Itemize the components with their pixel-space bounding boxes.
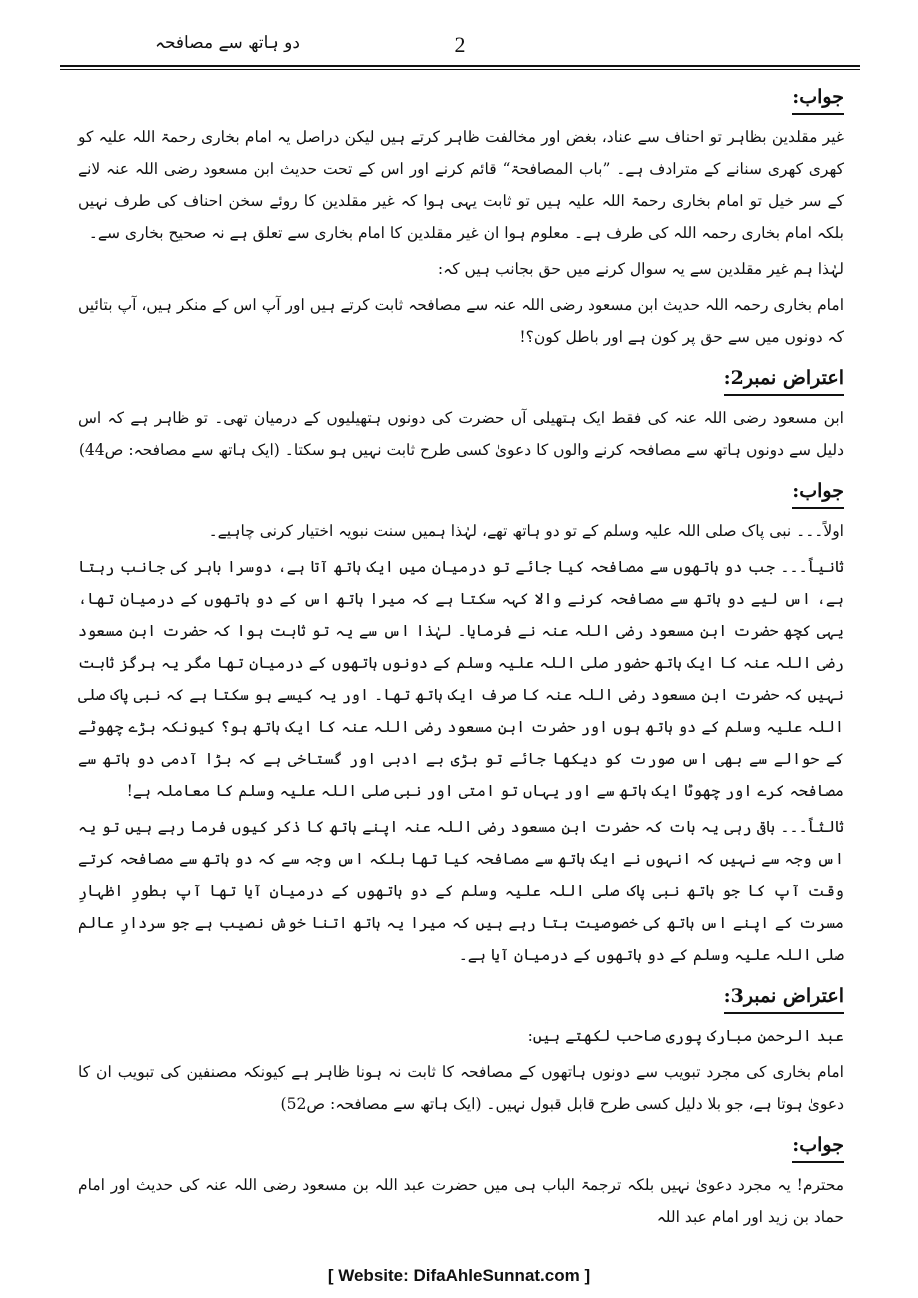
header-rule-thin bbox=[60, 69, 860, 70]
paragraph: عبد الرحمن مبارک پوری صاحب لکھتے ہیں: bbox=[527, 1027, 844, 1045]
section-heading: اعتراض نمبر2: bbox=[724, 363, 844, 396]
paragraph: امام بخاری رحمہ اللہ حدیث ابن مسعود رضی اللہ عنہ سے مصافحہ ثابت کرتے ہیں اور آپ اس کے منکر ہیں، آپ بتائیں کہ دونوں میں سے حق پر کون ہے اور باطل کون؟! bbox=[78, 296, 844, 346]
paragraph: محترم! یہ مجرد دعویٰ نہیں بلکہ ترجمۃ الباب ہی میں حضرت عبد اللہ بن مسعود رضی اللہ عنہ کی حدیث اور امام حماد بن زید اور امام عبد اللہ bbox=[78, 1176, 844, 1226]
section-objection-3 bbox=[78, 975, 844, 1120]
section-answer-1 bbox=[78, 76, 844, 353]
section-heading: جواب: bbox=[792, 82, 844, 115]
section-heading: اعتراض نمبر3: bbox=[724, 981, 844, 1014]
paragraph: غیر مقلدین بظاہر تو احناف سے عناد، بغض اور مخالفت ظاہر کرتے ہیں لیکن دراصل یہ امام بخاری رحمۃ اللہ علیہ کو کھری کھری سنانے کے مترادف ہے۔ ”باب المصافحۃ“ قائم کرنے اور اس کے تحت حدیث ابن مسعود رضی اللہ عنہ لانے کے سر خیل تو امام بخاری رحمۃ اللہ علیہ ہیں تو ثابت یہی ہوا کہ غیر مقلدین کا روئے سخن احناف کی طرف نہیں بلکہ امام بخاری رحمہ اللہ کی طرف ہے۔ معلوم ہوا ان غیر مقلدین کا امام بخاری سے تعلق ہے نہ صحیح بخاری سے۔ bbox=[78, 128, 844, 242]
paragraph: اولاً۔۔۔ نبی پاک صلی اللہ علیہ وسلم کے تو دو ہاتھ تھے، لہٰذا ہمیں سنت نبویہ اختیار کرنی چاہیے۔ bbox=[208, 522, 844, 540]
running-title: دو ہاتھ سے مصافحہ bbox=[155, 33, 300, 53]
paragraph: ابن مسعود رضی اللہ عنہ کی فقط ایک ہتھیلی آں حضرت کی دونوں ہتھیلیوں کے درمیان تھی۔ تو ظاہر ہے کہ اس دلیل سے دونوں ہاتھ سے مصافحہ کرنے والوں کا دعویٰ کسی طرح ثابت نہیں ہو سکتا۔ (ایک ہاتھ سے مصافحہ: ص44) bbox=[78, 409, 844, 459]
section-objection-2 bbox=[78, 357, 844, 466]
website-footer: [ Website: DifaAhleSunnat.com ] bbox=[327, 1266, 591, 1285]
page-number: 2 bbox=[454, 32, 466, 57]
section-answer-3 bbox=[78, 1124, 844, 1233]
paragraph: لہٰذا ہم غیر مقلدین سے یہ سوال کرنے میں حق بجانب ہیں کہ: bbox=[437, 260, 844, 278]
header-rule bbox=[60, 65, 860, 67]
page-body bbox=[78, 76, 844, 1237]
paragraph: ثالثاً۔۔۔ باقی رہی یہ بات کہ حضرت ابن مسعود رضی اللہ عنہ اپنے ہاتھ کا ذکر کیوں فرما رہے ہیں تو یہ اس وجہ سے نہیں کہ انہوں نے ایک ہاتھ سے مصافحہ کیا تھا بلکہ اس وجہ سے کہ دو ہاتھ سے مصافحہ کرتے وقت آپ کا جو ہاتھ نبی پاک صلی اللہ علیہ وسلم کے دو ہاتھوں کے درمیان آیا تھا آپ بطورِ اظہارِ مسرت کے اپنے اس ہاتھ کی خصوصیت بتا رہے ہیں کہ میرا یہ ہاتھ اتنا خوش نصیب ہے جو سردارِ عالم صلی اللہ علیہ وسلم کے دو ہاتھوں کے درمیان آیا ہے۔ bbox=[78, 818, 844, 964]
section-heading: جواب: bbox=[792, 1130, 844, 1163]
paragraph: ثانیاً۔۔۔ جب دو ہاتھوں سے مصافحہ کیا جائے تو درمیان میں ایک ہاتھ آتا ہے، دوسرا باہر کی جانب رہتا ہے، اس لیے دو ہاتھ سے مصافحہ کرنے والا کہہ سکتا ہے کہ میرا ہاتھ اس کے دو ہاتھوں کے درمیان تھا، یہی کچھ حضرت ابن مسعود رضی اللہ عنہ نے فرمایا۔ لہٰذا اس سے یہ تو ثابت ہوا کہ حضرت ابن مسعود رضی اللہ عنہ کا ایک ہاتھ حضور صلی اللہ علیہ وسلم کے دونوں ہاتھوں کے درمیان تھا مگر یہ ہرگز ثابت نہیں کہ حضرت ابن مسعود رضی اللہ عنہ کا صرف ایک ہاتھ تھا۔ اور یہ کیسے ہو سکتا ہے کہ نبی پاک صلی اللہ علیہ وسلم کے دو ہاتھ ہوں اور حضرت ابن مسعود رضی اللہ عنہ کا ایک ہاتھ ہو؟ کیونکہ بڑے چھوٹے کے حوالے سے بھی اس صورت کو دیکھا جائے تو بڑی بے ادبی اور گستاخی ہے کہ بڑا آدمی دو ہاتھ سے مصافحہ کرے اور چھوٹا ایک ہاتھ سے اور یہاں تو امتی اور نبی صلی اللہ علیہ وسلم کا معاملہ ہے! bbox=[78, 558, 844, 800]
section-answer-2 bbox=[78, 470, 844, 971]
paragraph: امام بخاری کی مجرد تبویب سے دونوں ہاتھوں کے مصافحہ کا ثابت نہ ہونا ظاہر ہے کیونکہ مصنفین کی تبویب ان کا دعویٰ ہوتا ہے، جو بلا دلیل کسی طرح قابل قبول نہیں۔ (ایک ہاتھ سے مصافحہ: ص52) bbox=[78, 1063, 844, 1113]
page-header bbox=[60, 22, 860, 72]
section-heading: جواب: bbox=[792, 476, 844, 509]
